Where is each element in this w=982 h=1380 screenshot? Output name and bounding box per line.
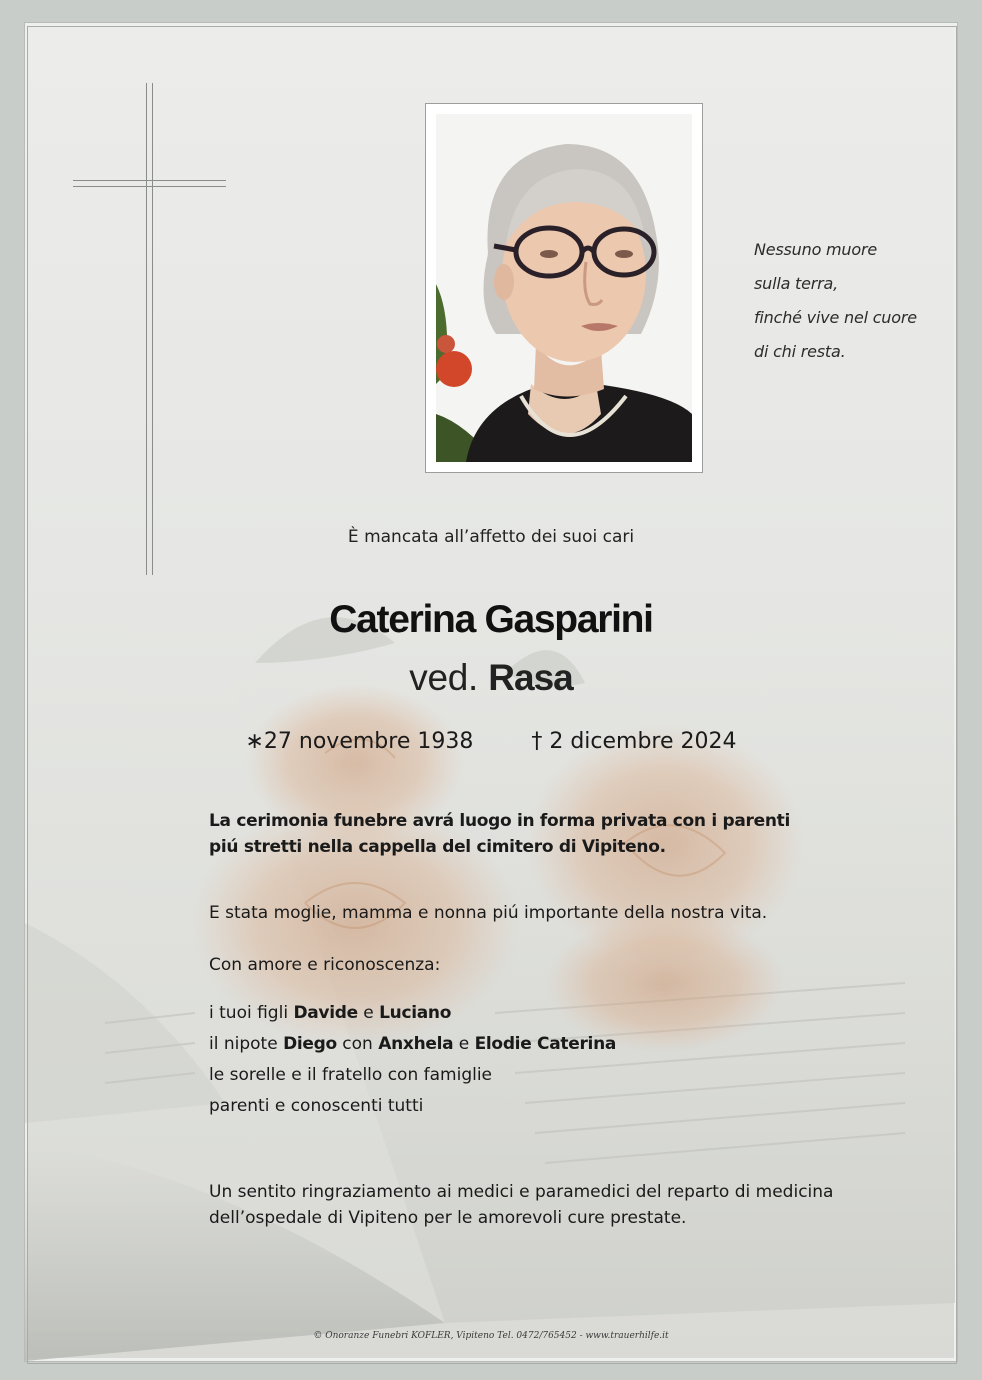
tribute-paragraph: E stata moglie, mamma e nonna piú importante della nostra vita. [209, 903, 768, 923]
family-text: i tuoi figli [209, 1003, 294, 1023]
ceremony-line: piú stretti nella cappella del cimitero di Vipiteno. [209, 837, 666, 857]
family-text: e [357, 1003, 380, 1023]
cross-horizontal-bar [73, 180, 226, 187]
family-line-relatives: parenti e conoscenti tutti [209, 1096, 424, 1116]
family-text: e [453, 1034, 475, 1054]
life-dates [25, 729, 957, 754]
widow-of-line [25, 657, 957, 699]
portrait-photo [436, 114, 692, 462]
quote-line: Nessuno muore [754, 240, 877, 259]
ceremony-notice [209, 808, 909, 860]
portrait-frame [425, 103, 703, 473]
death-date: † 2 dicembre 2024 [531, 729, 737, 754]
obituary-sheet [24, 22, 958, 1362]
funeral-home-footer: © Onoranze Funebri KOFLER, Vipiteno Tel. 0472/765452 - www.trauerhilfe.it [313, 1331, 669, 1341]
quote-line: sulla terra, [754, 274, 839, 293]
quote-line: di chi resta. [754, 342, 846, 361]
love-gratitude-line: Con amore e riconoscenza: [209, 955, 441, 975]
birth-date: ∗27 novembre 1938 [245, 729, 474, 754]
deceased-name: Caterina Gasparini [329, 598, 653, 641]
family-line-children [209, 998, 909, 1029]
family-text: con [336, 1034, 379, 1054]
ved-prefix: ved. [409, 657, 478, 698]
family-name: Elodie Caterina [474, 1034, 617, 1054]
family-text: il nipote [209, 1034, 284, 1054]
memorial-quote [754, 233, 944, 369]
family-line-grandchild [209, 1029, 909, 1060]
ceremony-line: La cerimonia funebre avrá luogo in forma privata con i parenti [209, 811, 790, 831]
family-name: Diego [283, 1034, 337, 1054]
cross-vertical-bar [146, 83, 153, 575]
family-name: Luciano [379, 1003, 452, 1023]
thanks-paragraph [209, 1179, 909, 1231]
ved-surname: Rasa [488, 657, 573, 698]
family-line-siblings: le sorelle e il fratello con famiglie [209, 1065, 493, 1085]
quote-line: finché vive nel cuore [754, 308, 917, 327]
thanks-line: Un sentito ringraziamento ai medici e paramedici del reparto di medicina [209, 1182, 834, 1202]
intro-text: È mancata all’affetto dei suoi cari [347, 527, 635, 547]
thanks-line: dell’ospedale di Vipiteno per le amorevoli cure prestate. [209, 1208, 687, 1228]
family-name: Davide [293, 1003, 358, 1023]
family-list [209, 998, 909, 1122]
family-name: Anxhela [378, 1034, 454, 1054]
